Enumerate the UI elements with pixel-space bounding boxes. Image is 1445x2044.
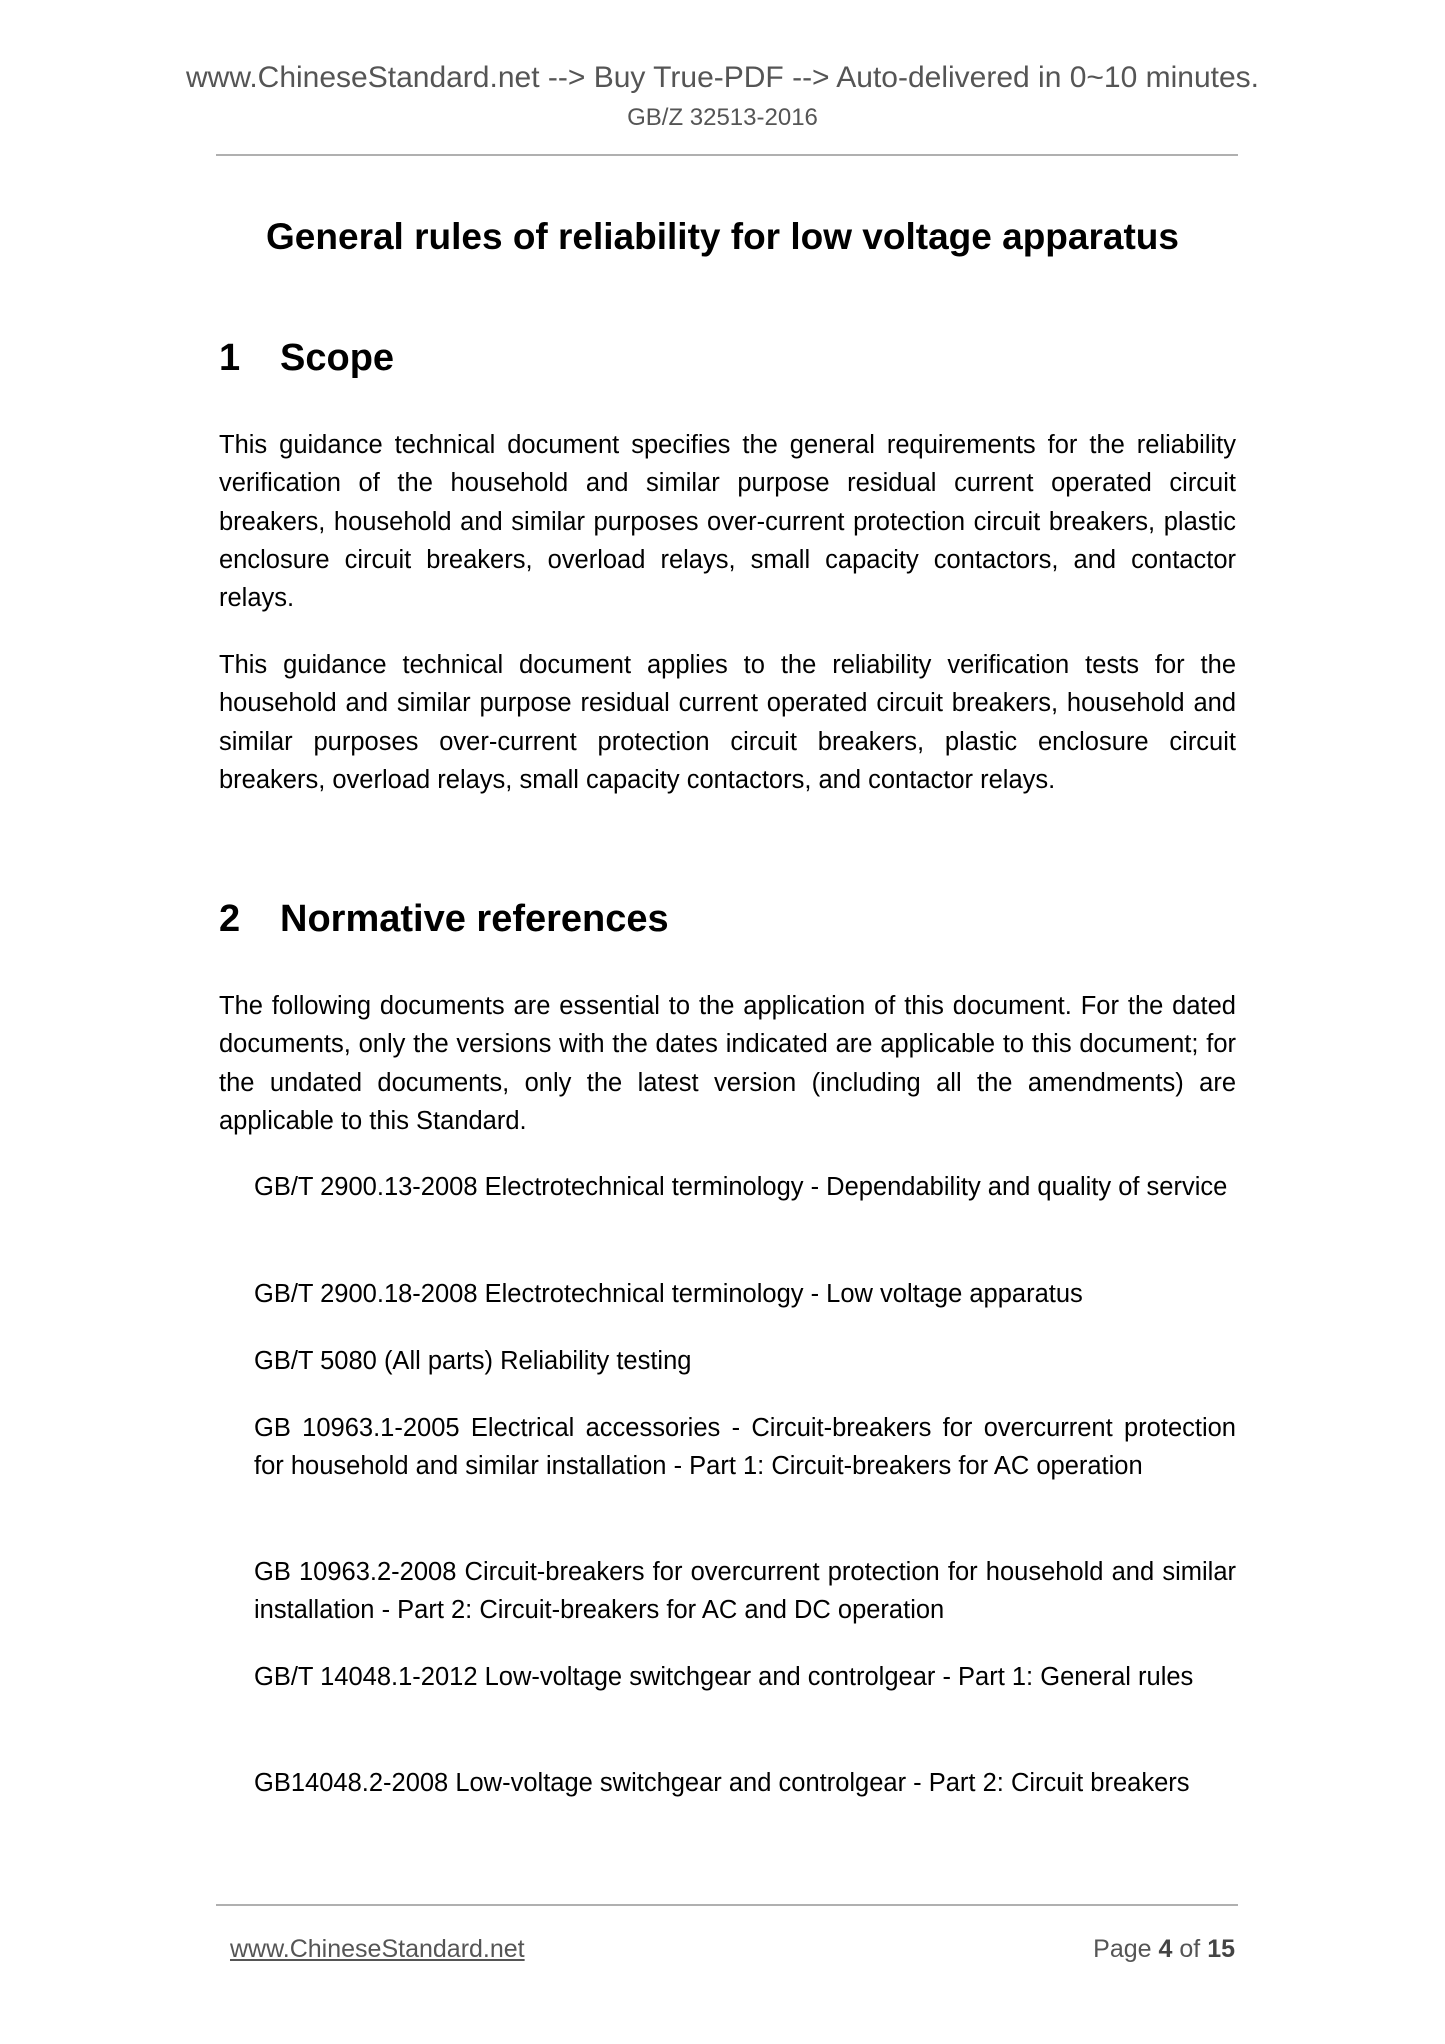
scope-paragraph-2: This guidance technical document applies to the reliability verification tests for the household and similar purpose residual current operated circuit breakers, household and similar purposes over-current protection circuit breakers, plastic enclosure circuit breakers, overload relays, small capacity contactors, and contactor relays. <box>219 651 1236 794</box>
scope-paragraph-1: This guidance technical document specifies the general requirements for the reliability verification of the household and similar purpose residual current operated circuit breakers, household and similar purposes over-current protection circuit breakers, plastic enclosure circuit breakers, overload relays, small capacity contactors, and contactor relays. <box>219 431 1236 613</box>
page-current: 4 <box>1158 1935 1173 1963</box>
section-title: Scope <box>280 337 395 379</box>
reference-item: GB 10963.1-2005 Electrical accessories - Circuit-breakers for overcurrent protection for household and similar installation - Part 1: Circuit-breakers for AC operation <box>254 1414 1236 1481</box>
reference-item: GB/T 14048.1-2012 Low-voltage switchgear and controlgear - Part 1: General rules <box>254 1663 1194 1691</box>
page-prefix: Page <box>1093 1935 1152 1963</box>
page-indicator <box>1093 1933 1235 1965</box>
reference-item: GB14048.2-2008 Low-voltage switchgear and controlgear - Part 2: Circuit breakers <box>254 1769 1190 1797</box>
section-number: 1 <box>219 337 241 379</box>
standard-code: GB/Z 32513-2016 <box>627 104 818 131</box>
section-title: Normative references <box>280 898 669 940</box>
reference-item: GB 10963.2-2008 Circuit-breakers for overcurrent protection for household and similar installation - Part 2: Circuit-breakers for AC and DC operation <box>254 1558 1236 1625</box>
footer-divider <box>216 1904 1238 1906</box>
section-heading-normative-references <box>219 897 669 941</box>
reference-item: GB/T 5080 (All parts) Reliability testing <box>254 1347 692 1375</box>
document-title: General rules of reliability for low voltage apparatus <box>266 216 1179 257</box>
section-heading-scope <box>219 336 394 380</box>
section-number: 2 <box>219 898 241 940</box>
reference-item: GB/T 2900.18-2008 Electrotechnical terminology - Low voltage apparatus <box>254 1280 1083 1308</box>
footer-website-link[interactable]: www.ChineseStandard.net <box>230 1935 525 1963</box>
header-banner: www.ChineseStandard.net --> Buy True-PDF --> Auto-delivered in 0~10 minutes. <box>185 61 1260 94</box>
reference-item: GB/T 2900.13-2008 Electrotechnical terminology - Dependability and quality of service <box>254 1173 1228 1201</box>
normative-intro-paragraph: The following documents are essential to the application of this document. For the dated documents, only the versions with the dates indicated are applicable to this document; for the undated documents, only the latest version (including all the amendments) are applicable to this Standard. <box>219 992 1236 1135</box>
header-divider <box>216 154 1238 156</box>
page-total: 15 <box>1207 1935 1235 1963</box>
page-of: of <box>1179 1935 1201 1963</box>
